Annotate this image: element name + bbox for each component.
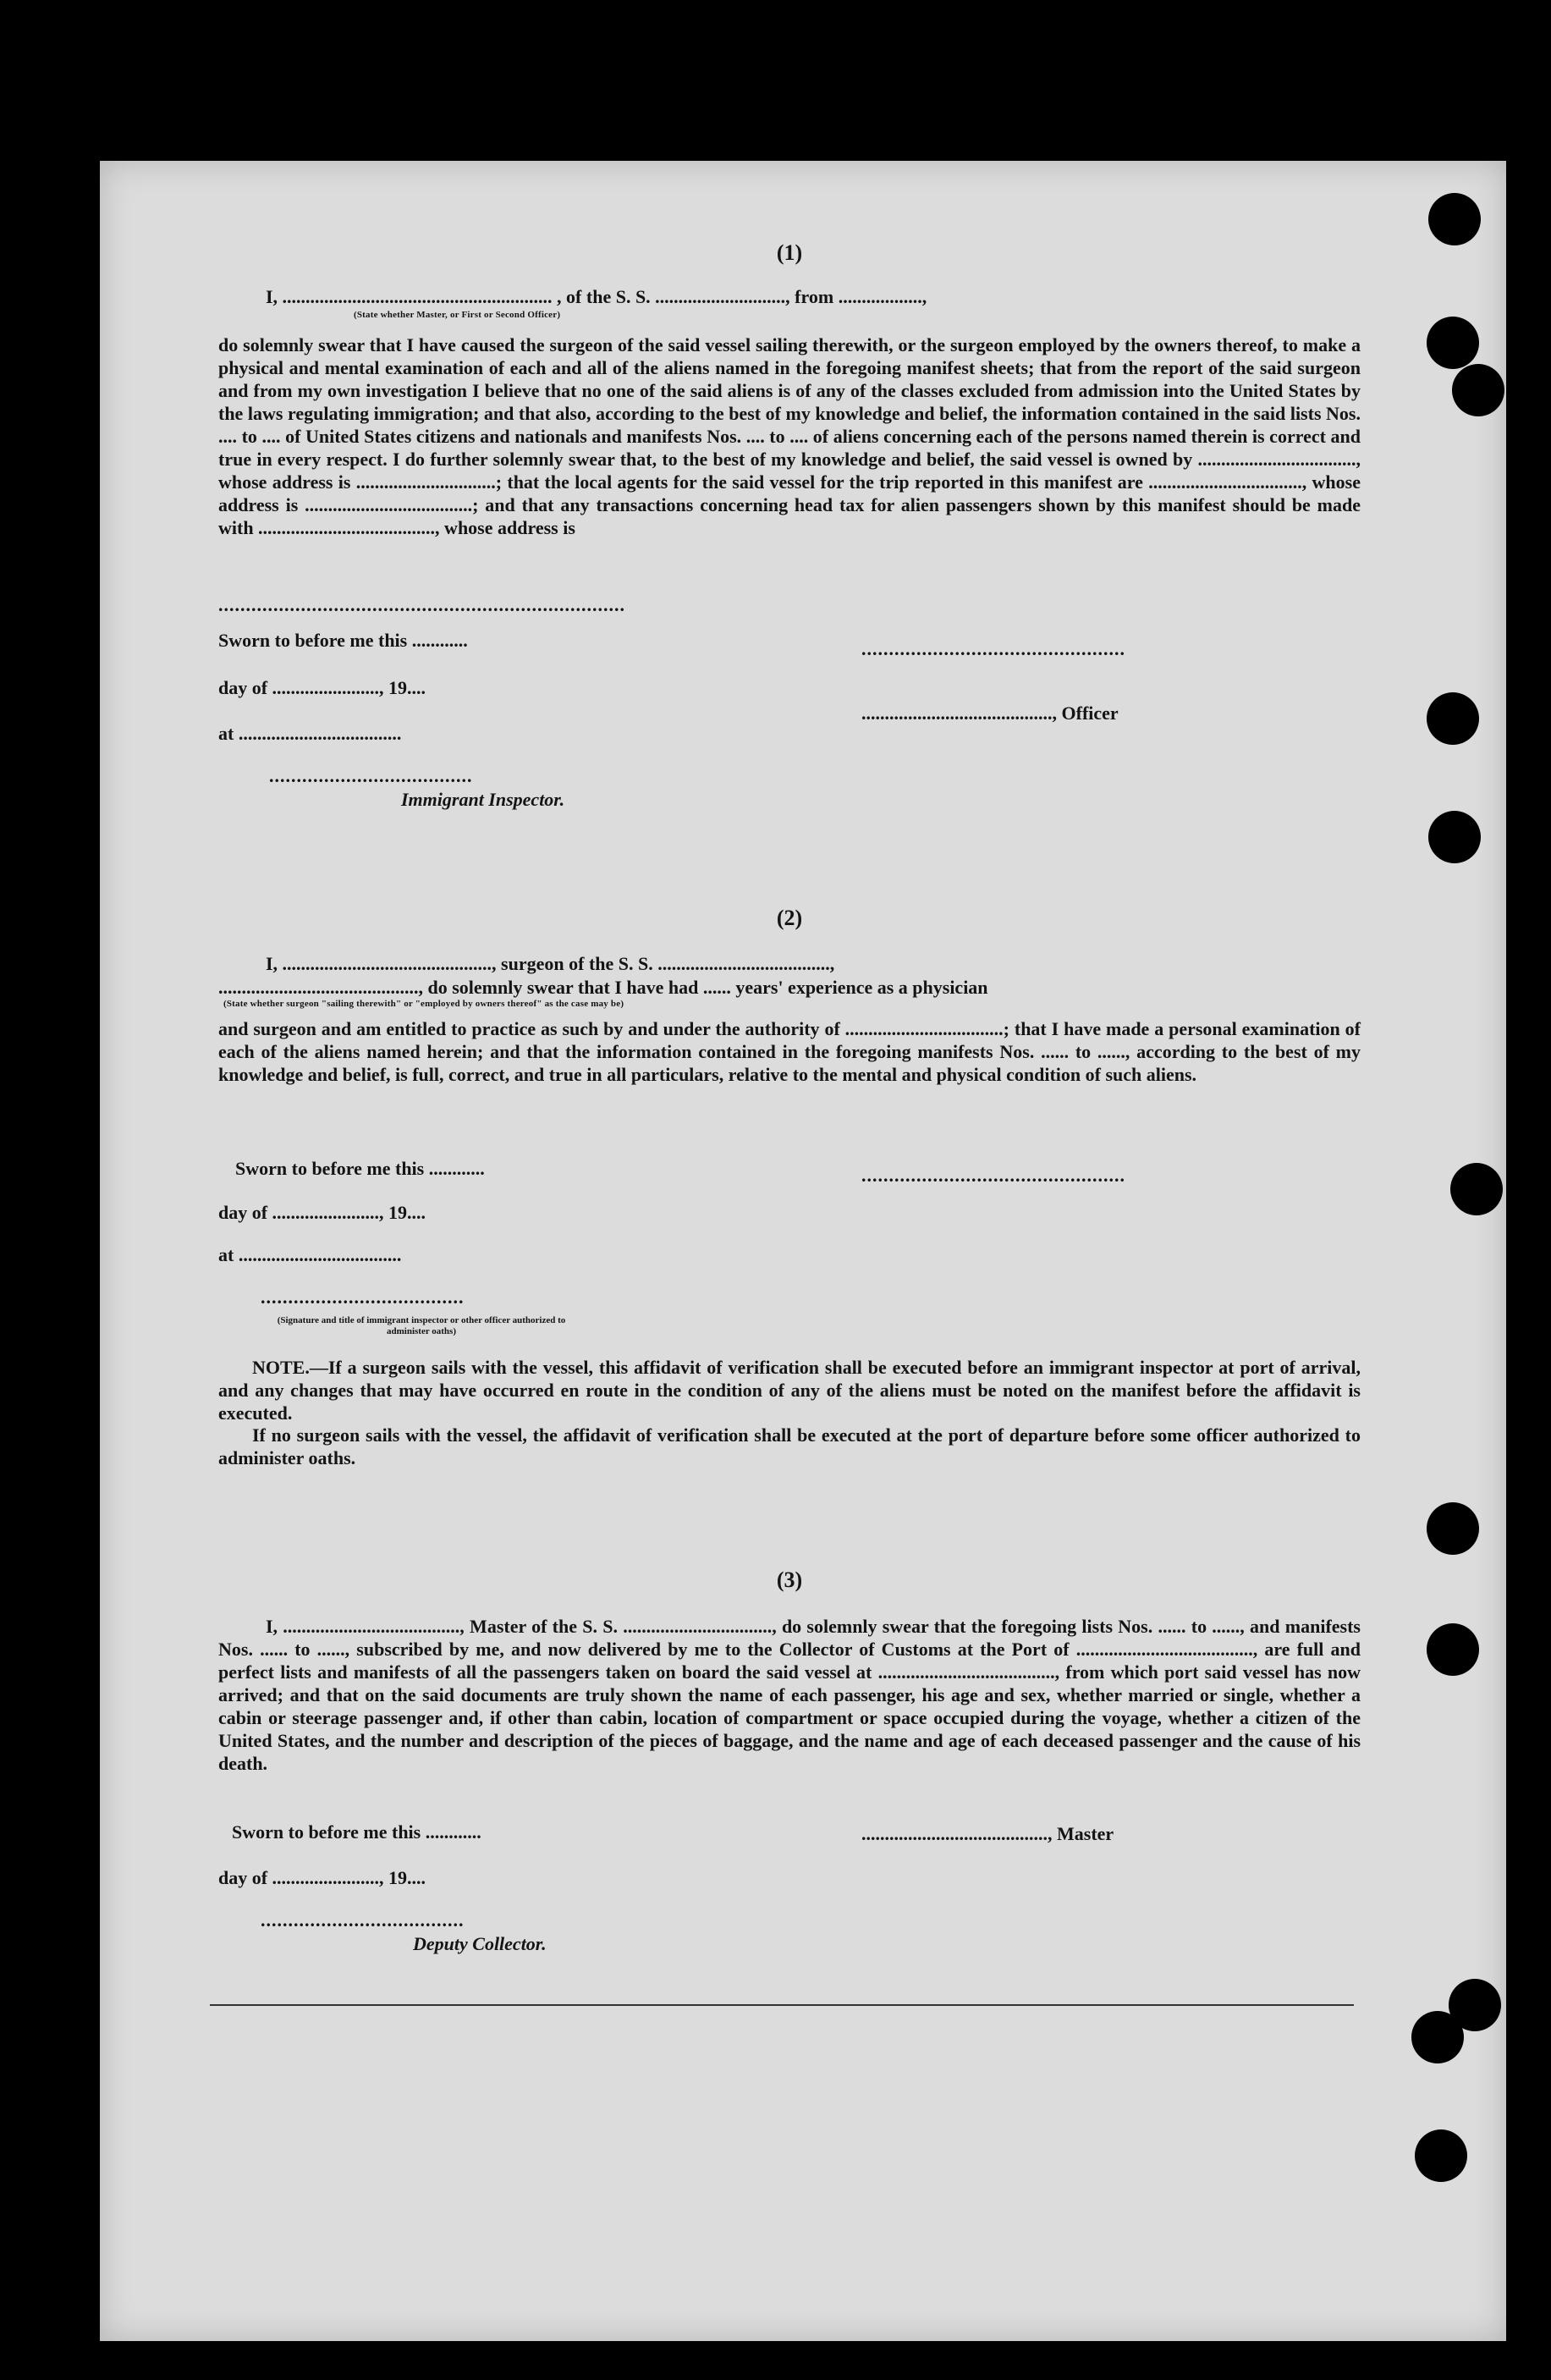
punch-hole bbox=[1415, 2129, 1467, 2182]
section-2-body: and surgeon and am entitled to practice as such by and under the authority of ..................................; that I have made a personal examination of each of the aliens named herein; and that the information contained in the foregoing manifests Nos. ...... to ......, according to the best of my knowledge and belief, is full, correct, and true in all particulars, relative to the mental and physical condition of such aliens. bbox=[218, 1018, 1361, 1085]
signature-line: ................................................ bbox=[861, 638, 1125, 659]
collector-label: Deputy Collector. bbox=[413, 1933, 547, 1954]
master-declaration-line: I, .......................................................... , of the S. S. ............................, from .................., bbox=[266, 286, 927, 307]
section-1-body: do solemnly swear that I have caused the surgeon of the said vessel sailing therewith, or the surgeon employed by the owners thereof, to make a physical and mental examination of each and all of the aliens named in the foregoing manifest sheets; that from the report of the said surgeon and from my own investigation I believe that no one of the said aliens is of any of the classes excluded from admission into the United States by the laws regulating immigration; and that also, according to the best of my knowledge and belief, the information contained in the said lists Nos. .... to .... of United States citizens and nationals and manifests Nos. .... to .... of aliens concerning each of the persons named therein is correct and true in every respect. I do further solemnly swear that, to the best of my knowledge and belief, the said vessel is owned by .................................., whose address is ..............................; that the local agents for the said vessel for the trip reported in this manifest are ................................., whose address is ....................................; and that any transactions concerning head tax for alien passengers shown by this manifest should be made with ......................................, whose address is bbox=[218, 334, 1361, 538]
day-line: day of ......................., 19.... bbox=[218, 677, 426, 698]
address-dots: .......................................................................... bbox=[218, 594, 625, 615]
punch-hole bbox=[1428, 193, 1481, 245]
punch-hole bbox=[1411, 2011, 1464, 2063]
affidavit-section-1 bbox=[218, 240, 1361, 816]
day-line: day of ......................., 19.... bbox=[218, 1202, 426, 1223]
section-3-body: I, ......................................, Master of the S. S. ................................, do solemnly swear that the foregoing lists Nos. ...... to ......, and manifests Nos. ...... to ......, subscribed by me, and now delivered by me to the Collector of Customs at the Port of ......................................, are full and perfect lists and manifests of all the passengers taken on board the said vessel at ......................................, from which port said vessel has now arrived; and that on the said documents are truly shown the name of each passenger, his age and sex, whether married or single, whether a cabin or steerage passenger and, if other than cabin, location of compartment or space occupied during the voyage, whether a citizen of the United States, and the number and description of the pieces of baggage, and the name and age of each deceased passenger and the cause of his death. bbox=[218, 1616, 1361, 1774]
punch-hole bbox=[1427, 1502, 1479, 1555]
section-number: (1) bbox=[776, 240, 803, 265]
surgeon-caption: (State whether surgeon "sailing therewith" or "employed by owners thereof" as the case may be) bbox=[223, 999, 624, 1009]
sworn-line: Sworn to before me this ............ bbox=[232, 1821, 481, 1843]
affidavit-section-3 bbox=[218, 1567, 1361, 1974]
collector-signature-line: ..................................... bbox=[261, 1909, 465, 1931]
sworn-line: Sworn to before me this ............ bbox=[235, 1158, 485, 1179]
punch-hole bbox=[1427, 317, 1479, 369]
punch-hole bbox=[1450, 1163, 1503, 1215]
surgeon-declaration-line: I, ............................................., surgeon of the S. S. ....................................., bbox=[266, 953, 835, 974]
day-line: day of ......................., 19.... bbox=[218, 1867, 426, 1888]
at-line: at ................................... bbox=[218, 1244, 402, 1265]
punch-hole bbox=[1427, 692, 1479, 745]
signature-line: ................................................ bbox=[861, 1165, 1125, 1186]
inspector-signature-line: ..................................... bbox=[261, 1286, 465, 1308]
master-signature-line: ........................................, Master bbox=[861, 1823, 1114, 1844]
surgeon-note: NOTE.—If a surgeon sails with the vessel, this affidavit of verification shall be executed before an immigrant inspector at port of arrival, and any changes that may have occurred en route in the condition of any of the aliens must be noted on the manifest before the affidavit is executed. bbox=[218, 1357, 1361, 1424]
signature-caption: (Signature and title of immigrant inspector or other officer authorized to administer oaths) bbox=[277, 1315, 566, 1336]
surgeon-note-2: If no surgeon sails with the vessel, the affidavit of verification shall be executed at the port of departure before some officer authorized to administer oaths. bbox=[218, 1424, 1361, 1468]
affidavit-section-2 bbox=[218, 906, 1361, 1481]
section-number: (3) bbox=[776, 1567, 803, 1592]
officer-line: ........................................., Officer bbox=[861, 702, 1119, 724]
sworn-line: Sworn to before me this ............ bbox=[218, 630, 468, 651]
at-line: at ................................... bbox=[218, 723, 402, 744]
punch-hole bbox=[1427, 1623, 1479, 1676]
punch-hole bbox=[1452, 364, 1504, 416]
officer-caption: (State whether Master, or First or Second Officer) bbox=[354, 310, 561, 320]
punch-hole bbox=[1428, 811, 1481, 863]
section-number: (2) bbox=[776, 906, 803, 930]
inspector-signature-line: ..................................... bbox=[269, 765, 473, 786]
surgeon-experience-line: ..........................................., do solemnly swear that I have had ...... years' experience as a physician bbox=[218, 977, 988, 998]
bottom-rule bbox=[210, 2004, 1354, 2006]
inspector-label: Immigrant Inspector. bbox=[401, 789, 565, 810]
